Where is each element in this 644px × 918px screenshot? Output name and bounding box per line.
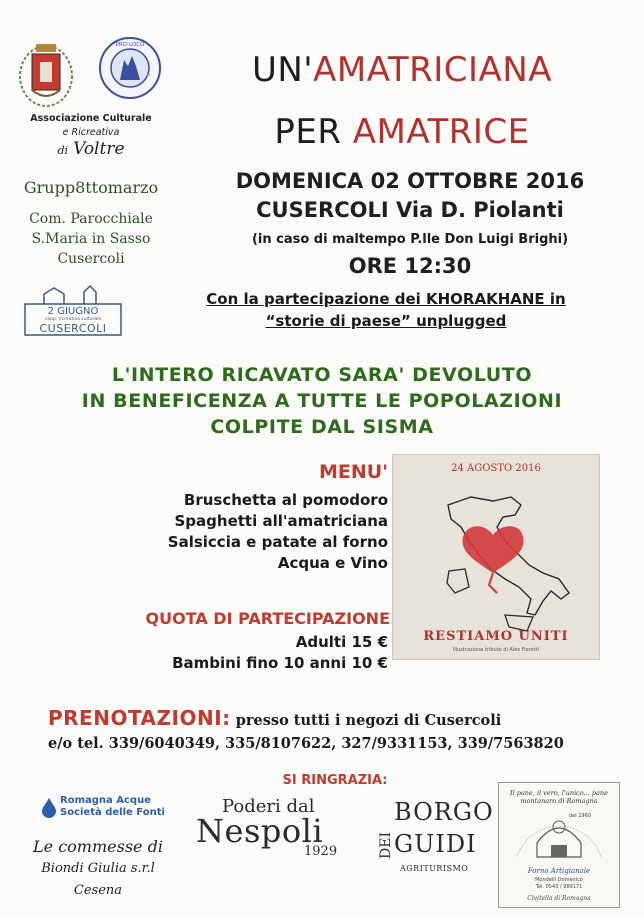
- assoc-line2: e Ricreativa: [62, 127, 120, 138]
- quota-heading: QUOTA DI PARTECIPAZIONE: [145, 609, 390, 628]
- illustration-title: RESTIAMO UNITI: [423, 629, 569, 644]
- menu-list: [140, 490, 388, 574]
- parish-line1: Com. Parocchiale: [29, 211, 153, 227]
- charity-line1: L'INTERO RICAVATO SARA' DEVOLUTO: [111, 364, 533, 386]
- reservations-phones: e/o tel. 339/6040349, 335/8107622, 327/9331153, 339/7563820: [48, 735, 564, 752]
- svg-text:PRO-LOCO: PRO-LOCO: [115, 42, 145, 48]
- illustration-date: 24 AGOSTO 2016: [451, 463, 541, 474]
- quota-children: Bambini fino 10 anni 10 €: [172, 654, 388, 672]
- voltre-association: [14, 113, 168, 159]
- menu-item: Bruschetta al pomodoro: [183, 491, 388, 509]
- forno-tel: Tel. 0543 / 989171: [535, 884, 583, 890]
- water-drop-icon: [40, 797, 58, 819]
- forno-town: Civitella di Romagna: [527, 895, 591, 902]
- gruppo-8-marzo: Grupp8ttomarzo: [23, 178, 159, 197]
- menu-item: Acqua e Vino: [277, 554, 388, 572]
- giugno-line2: coop. ricreativa culturale: [44, 317, 102, 322]
- italy-map-heart-icon: [393, 475, 599, 645]
- parish-committee: [14, 209, 168, 269]
- voltre-crest-logo: [18, 36, 74, 108]
- reservations-text: presso tutti i negozi di Cusercoli: [235, 712, 502, 729]
- forno-name: Forno Artigianale: [527, 867, 591, 875]
- assoc-line3: di: [57, 144, 69, 157]
- forno-artigianale-logo: [498, 782, 620, 908]
- giugno-line1: 2 GIUGNO: [47, 306, 99, 317]
- commesse-line3: Cesena: [73, 883, 123, 898]
- charity-message: [20, 362, 624, 440]
- borgo-sub: AGRITURISMO: [400, 864, 469, 873]
- event-place: CUSERCOLI Via D. Piolanti: [256, 198, 564, 222]
- charity-line2: IN BENEFICENZA A TUTTE LE POPOLAZIONI: [81, 390, 563, 412]
- illustration-caption: Illustrazione tributo di Alex Fioretti: [452, 647, 540, 653]
- menu-item: Salsiccia e patate al forno: [167, 533, 388, 551]
- due-giugno-logo: [24, 284, 122, 336]
- title-line-1: [192, 50, 612, 90]
- title-line-2: [192, 112, 612, 152]
- forno-since: dal 1960: [569, 813, 591, 819]
- borgo-dei: DEI: [378, 832, 394, 859]
- borgo-line1: BORGO: [394, 798, 494, 826]
- romagna-line1: Romagna Acque: [60, 795, 151, 806]
- parish-line2: S.Maria in Sasso: [31, 231, 151, 247]
- commesse-sponsor: [18, 836, 178, 902]
- title-prefix-1: UN': [251, 50, 314, 90]
- participation-line2: “storie di paese” unplugged: [265, 312, 507, 330]
- poderi-line2: Nespoli: [196, 812, 324, 850]
- menu-item: Spaghetti all'amatriciana: [174, 512, 388, 530]
- commesse-line1: Le commesse di: [33, 837, 163, 856]
- giugno-line3: CUSERCOLI: [39, 322, 107, 335]
- event-date: DOMENICA 02 OTTOBRE 2016: [235, 169, 585, 193]
- thanks-heading: SI RINGRAZIA:: [282, 773, 388, 788]
- participation-line1: Con la partecipazione dei KHORAKHANE in: [206, 290, 566, 308]
- borgo-dei-guidi-logo: [378, 798, 494, 880]
- poderi-nespoli-logo: [196, 796, 356, 860]
- quota-adults: Adulti 15 €: [295, 633, 388, 651]
- participation-note: [136, 288, 636, 332]
- reservations-label: PRENOTAZIONI:: [48, 706, 231, 730]
- assoc-line4: Voltre: [73, 139, 125, 159]
- reservations: [48, 706, 628, 730]
- title-amatriciana: AMATRICIANA: [313, 50, 553, 90]
- event-time: ORE 12:30: [348, 254, 472, 278]
- charity-line3: COLPITE DAL SISMA: [210, 416, 434, 438]
- assoc-line1: Associazione Culturale: [30, 113, 152, 124]
- title-prefix-2: PER: [274, 112, 342, 152]
- restiamo-uniti-illustration: [392, 454, 600, 660]
- pro-loco-logo: [98, 36, 162, 100]
- poderi-line1: Poderi dal: [222, 796, 315, 817]
- forno-arc: Il pane, il vero, l'unico... pane montanaro di Romagna: [510, 789, 608, 805]
- parish-line3: Cusercoli: [57, 251, 125, 267]
- poderi-year: 1929: [304, 844, 338, 859]
- borgo-line2: GUIDI: [394, 830, 477, 858]
- forno-sub: Mondelli Domenico: [535, 877, 583, 883]
- romagna-acque-logo: [40, 795, 170, 821]
- romagna-line2: Società delle Fonti: [60, 807, 165, 818]
- menu-heading: MENU': [318, 461, 388, 483]
- rain-note: (in caso di maltempo P.lle Don Luigi Brighi): [251, 232, 569, 247]
- commesse-line2: Biondi Giulia s.r.l: [41, 861, 155, 876]
- title-amatrice: AMATRICE: [352, 112, 530, 152]
